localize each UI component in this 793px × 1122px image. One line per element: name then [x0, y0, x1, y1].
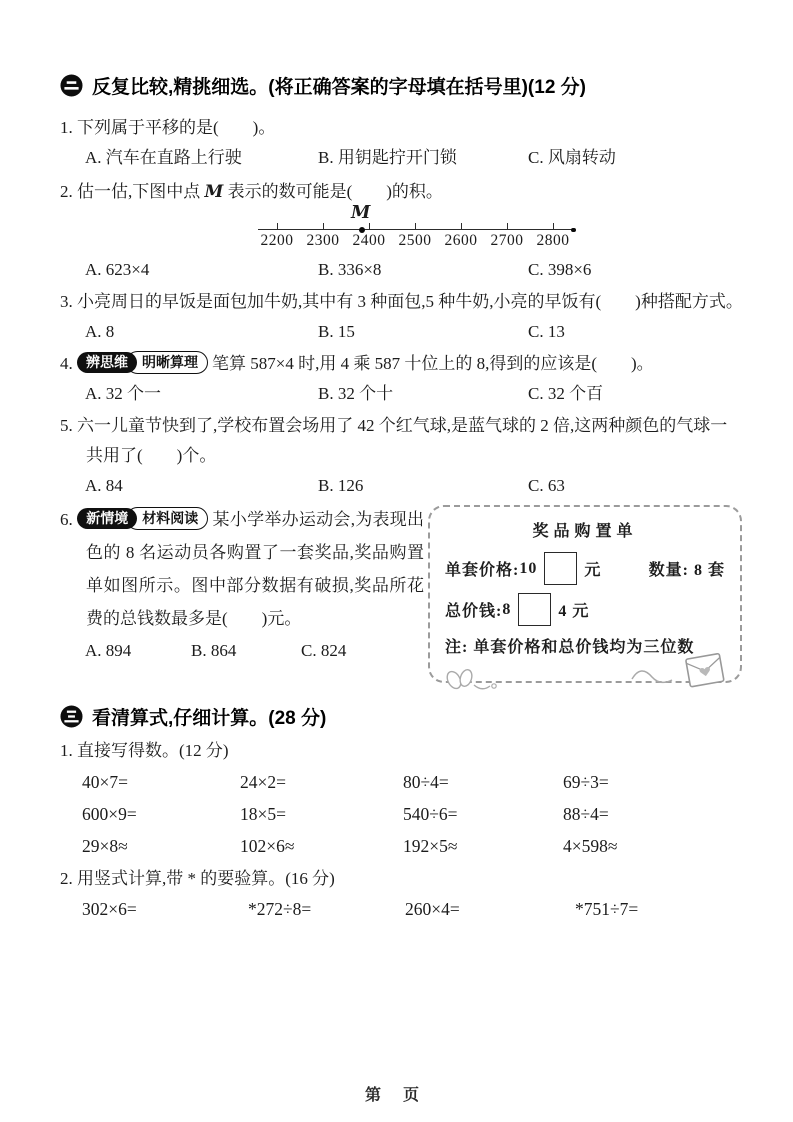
- q3-options: [60, 317, 743, 347]
- math-expression: 4×598≈: [563, 836, 618, 856]
- q1-option-c: C. 风扇转动: [528, 148, 616, 167]
- q4-option-b: B. 32 个十: [318, 384, 394, 403]
- receipt-total-label: 总价钱:: [445, 603, 503, 620]
- receipt-qty-label: 数量:: [648, 562, 689, 579]
- q2-stem-before: 2. 估一估,下图中点: [60, 182, 205, 201]
- tick-mark: [507, 223, 508, 229]
- envelope-heart-icon: [630, 647, 734, 693]
- badge-xin-qingjing: 新情境: [77, 508, 137, 529]
- section-three-header: [60, 703, 743, 730]
- tick-label: 2700: [490, 232, 524, 249]
- q6-option-c: C. 824: [301, 641, 347, 660]
- q5-stem: 5. 六一儿童节快到了,学校布置会场用了 42 个红气球,是蓝气球的 2 倍,这两种颜色的气球一共用了( )个。: [60, 416, 728, 465]
- q6-number: 6.: [60, 510, 73, 529]
- number-line: [258, 203, 588, 255]
- q6-options: [60, 636, 424, 666]
- tick-label: 2400: [352, 232, 386, 249]
- q1-option-a: A. 汽车在直路上行驶: [85, 148, 242, 167]
- q3-option-a: A. 8: [85, 322, 115, 341]
- damaged-digit-box-price: [544, 552, 577, 585]
- section-three-title: 看清算式,仔细计算。(28 分): [92, 708, 327, 729]
- math-expression: 29×8≈: [82, 836, 128, 856]
- q5-option-a: A. 84: [85, 476, 123, 495]
- math-expression: *272÷8=: [248, 899, 312, 919]
- q5-option-b: B. 126: [318, 476, 364, 495]
- q3-option-c: C. 13: [528, 322, 565, 341]
- q2-option-b: B. 336×8: [318, 260, 382, 279]
- math-expression: *751÷7=: [575, 899, 639, 919]
- mental-math-row: [60, 830, 743, 862]
- math-expression: 88÷4=: [563, 804, 609, 824]
- q2-stem-after: 表示的数可能是( )的积。: [223, 182, 443, 201]
- receipt-total-prefix: 8: [502, 600, 512, 618]
- math-expression: 540÷6=: [403, 804, 458, 824]
- math-expression: 80÷4=: [403, 772, 449, 792]
- q4-options: [60, 379, 743, 409]
- tick-mark: [277, 223, 278, 229]
- mental-math-row: [60, 766, 743, 798]
- q4-option-c: C. 32 个百: [528, 384, 604, 403]
- q4-stem-text: 笔算 587×4 时,用 4 乘 587 十位上的 8,得到的应该是( )。: [212, 354, 654, 373]
- receipt-note: 注: 单套价格和总价钱均为三位数: [445, 639, 695, 656]
- receipt-card: [428, 505, 742, 683]
- tick-mark: [323, 223, 324, 229]
- q6-stem: [60, 503, 424, 635]
- tick-mark: [553, 223, 554, 229]
- q6-option-b: B. 864: [191, 641, 237, 660]
- receipt-title: 奖品购置单: [532, 523, 638, 540]
- math-expression: 40×7=: [82, 772, 128, 792]
- q2-point-variable: M: [204, 182, 224, 202]
- math-expression: 24×2=: [240, 772, 286, 792]
- receipt-qty-value: 8 套: [693, 562, 725, 579]
- q1-options: [60, 143, 743, 173]
- tick-label: 2500: [398, 232, 432, 249]
- math-expression: 18×5=: [240, 804, 286, 824]
- q5-options: [60, 471, 743, 501]
- badge-bian-siwei: 辨思维: [77, 352, 137, 373]
- receipt-price-prefix: 10: [519, 559, 538, 577]
- q4-option-a: A. 32 个一: [85, 384, 162, 403]
- receipt-price-unit: 元: [584, 562, 602, 579]
- receipt-price-line: [445, 552, 725, 585]
- receipt-price-label: 单套价格:: [445, 562, 520, 579]
- q2-options: [60, 255, 743, 285]
- tick-mark: [461, 223, 462, 229]
- mental-math-row: [60, 798, 743, 830]
- q2-stem: [60, 177, 743, 207]
- math-expression: 69÷3=: [563, 772, 609, 792]
- sub2-title: 2. 用竖式计算,带 * 的要验算。(16 分): [60, 869, 335, 888]
- q6-stem-text: 某小学举办运动会,为表现出色的 8 名运动员各购置了一套奖品,奖品购置单如图所示。图中部分数据有破损,奖品所花费的总钱数最多是( )元。: [86, 510, 425, 628]
- tick-label: 2600: [444, 232, 478, 249]
- receipt-total-suffix: 4 元: [558, 603, 590, 620]
- q2-option-c: C. 398×6: [528, 260, 592, 279]
- badge-mingxi-suanli: 明晰算理: [126, 351, 208, 374]
- number-line-axis: [258, 229, 574, 230]
- badge-cailiao-yuedu: 材料阅读: [126, 507, 208, 530]
- q4-stem: [60, 349, 743, 379]
- vertical-calc-row: [60, 894, 743, 924]
- q3-stem: 3. 小亮周日的早饭是面包加牛奶,其中有 3 种面包,5 种牛奶,小亮的早饭有( )种搭配方式。: [60, 292, 743, 311]
- tick-mark: [415, 223, 416, 229]
- q6-option-a: A. 894: [85, 641, 132, 660]
- q5-option-c: C. 63: [528, 476, 565, 495]
- tick-mark: [369, 223, 370, 229]
- section-three-number-icon: [60, 705, 83, 728]
- section-two-title: 反复比较,精挑细选。(将正确答案的字母填在括号里)(12 分): [92, 77, 587, 98]
- math-expression: 600×9=: [82, 804, 137, 824]
- q3-option-b: B. 15: [318, 322, 355, 341]
- flower-doodle-icon: [440, 665, 510, 693]
- damaged-digit-box-total: [518, 593, 551, 626]
- q2-option-a: A. 623×4: [85, 260, 150, 279]
- tick-label: 2800: [536, 232, 570, 249]
- math-expression: 302×6=: [82, 899, 137, 919]
- number-line-point-label: M: [351, 203, 371, 223]
- q1-option-b: B. 用钥匙拧开门锁: [318, 148, 457, 167]
- section-two-number-icon: [60, 74, 83, 97]
- tick-label: 2200: [260, 232, 294, 249]
- question-6: [60, 503, 743, 701]
- tick-label: 2300: [306, 232, 340, 249]
- math-expression: 102×6≈: [240, 836, 295, 856]
- math-expression: 192×5≈: [403, 836, 458, 856]
- q1-stem: 1. 下列属于平移的是( )。: [60, 118, 276, 137]
- receipt-qty: [649, 557, 725, 580]
- section-two-header: [60, 72, 743, 99]
- math-expression: 260×4=: [405, 899, 460, 919]
- receipt-total-line: [445, 593, 725, 626]
- q4-number: 4.: [60, 354, 73, 373]
- sub1-title: 1. 直接写得数。(12 分): [60, 741, 229, 760]
- q6-text-column: [60, 503, 424, 666]
- page-footer: 第 页: [364, 1087, 428, 1104]
